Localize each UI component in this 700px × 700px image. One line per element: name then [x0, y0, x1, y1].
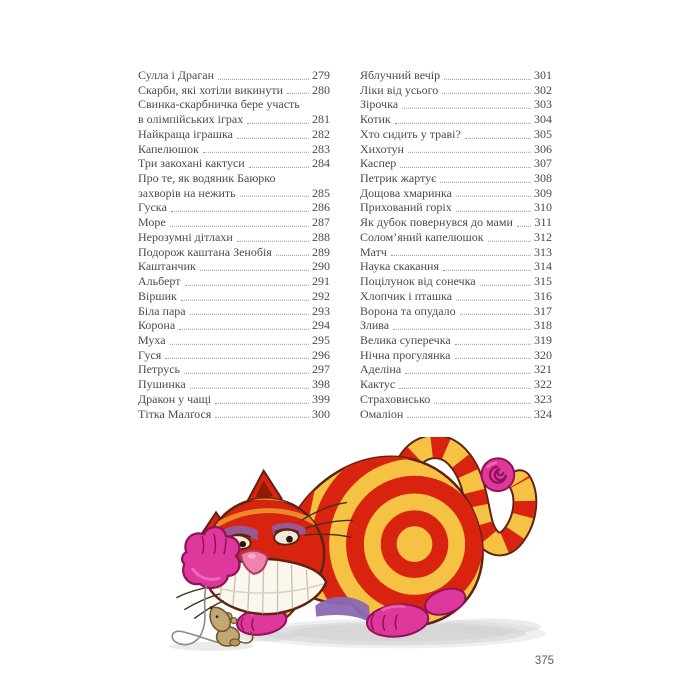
dot-leader	[465, 137, 531, 138]
toc-entry-title: Три закохані кактуси	[138, 156, 245, 171]
toc-entry-title: Хихотун	[360, 141, 404, 156]
toc-entry-title: Хто сидить у траві?	[360, 126, 461, 141]
toc-entry	[360, 333, 552, 348]
dot-leader	[395, 123, 531, 124]
toc-entry-page: 301	[534, 68, 552, 82]
dot-leader	[200, 270, 309, 271]
toc-entry	[138, 171, 330, 186]
toc-entry-page: 297	[312, 362, 330, 377]
toc-entry-page: 309	[534, 185, 552, 200]
dot-leader	[400, 167, 531, 168]
toc-entry	[138, 97, 330, 112]
toc-entry	[360, 377, 552, 392]
toc-column-left	[138, 68, 330, 421]
toc-entry-page: 286	[312, 200, 330, 215]
dot-leader	[165, 358, 309, 359]
toc-entry	[138, 142, 330, 157]
toc-entry-page: 322	[534, 377, 552, 392]
toc-entry-page: 283	[312, 141, 330, 156]
toc-entry-page: 317	[534, 303, 552, 318]
toc-entry-title: Дощова хмаринка	[360, 185, 452, 200]
toc-entry-page: 306	[534, 141, 552, 156]
dot-leader	[190, 314, 309, 315]
dot-leader	[247, 123, 309, 124]
toc-entry-page: 287	[312, 215, 330, 230]
dot-leader	[170, 226, 309, 227]
toc-entry	[360, 186, 552, 201]
tail-tip-ball	[481, 458, 514, 491]
toc-entry-title: Поцілунок від сонечка	[360, 274, 476, 289]
toc-entry	[360, 259, 552, 274]
dot-leader	[455, 343, 531, 344]
toc-entry-page: 293	[312, 303, 330, 318]
toc-entry-page: 323	[534, 391, 552, 406]
toc-column-right	[360, 68, 552, 421]
toc-entry-page: 313	[534, 244, 552, 259]
toc-entry	[360, 97, 552, 112]
toc-entry	[360, 289, 552, 304]
toc-entry-title: Як дубок повернувся до мами	[360, 215, 513, 230]
dot-leader	[249, 167, 309, 168]
toc-entry	[138, 333, 330, 348]
dot-leader	[171, 211, 309, 212]
toc-entry	[138, 289, 330, 304]
toc-entry-title: Котик	[360, 112, 391, 127]
toc-entry-page: 295	[312, 332, 330, 347]
dot-leader	[218, 79, 309, 80]
dot-leader	[442, 93, 531, 94]
toc-entry	[360, 304, 552, 319]
toc-entry	[138, 407, 330, 422]
toc-entry-title: Нічна прогулянка	[360, 347, 451, 362]
toc-entry-page: 290	[312, 259, 330, 274]
toc-entry-title: Про те, як водяник Баюрко	[138, 171, 276, 186]
dot-leader	[444, 79, 531, 80]
toc-entry	[138, 200, 330, 215]
cat-illustration	[155, 437, 545, 695]
toc-entry-title: Пушинка	[138, 377, 186, 392]
toc-entry	[138, 68, 330, 83]
toc-entry	[360, 230, 552, 245]
toc-entry-title: Гуся	[138, 347, 162, 362]
toc-entry	[360, 215, 552, 230]
toc-entry-page: 292	[312, 288, 330, 303]
toc-entry	[360, 407, 552, 422]
toc-entry	[138, 156, 330, 171]
dot-leader	[488, 240, 531, 241]
toc-entry-title: Ворона та опудало	[360, 303, 456, 318]
toc-entry-page: 318	[534, 318, 552, 333]
toc-entry	[138, 304, 330, 319]
toc-entry-page: 399	[312, 391, 330, 406]
table-of-contents	[138, 68, 552, 421]
toc-entry-title: Ліки від усього	[360, 82, 439, 97]
toc-entry-title: Аделіна	[360, 362, 402, 377]
toc-entry	[138, 230, 330, 245]
dot-leader	[402, 108, 531, 109]
toc-entry	[360, 245, 552, 260]
toc-entry-page: 279	[312, 68, 330, 82]
toc-entry-title: Найкраща іграшка	[138, 126, 233, 141]
toc-entry	[138, 112, 330, 127]
dot-leader	[276, 255, 309, 256]
toc-entry	[138, 259, 330, 274]
toc-entry-page: 282	[312, 126, 330, 141]
toc-entry-title: Біла пара	[138, 303, 186, 318]
toc-entry-page: 314	[534, 259, 552, 274]
dot-leader	[399, 388, 531, 389]
toc-entry-title: Нерозумні дітлахи	[138, 229, 233, 244]
toc-entry-page: 305	[534, 126, 552, 141]
toc-entry	[138, 362, 330, 377]
toc-entry	[360, 112, 552, 127]
toc-entry	[360, 318, 552, 333]
toc-entry-page: 288	[312, 229, 330, 244]
dot-leader	[184, 373, 309, 374]
toc-entry-page: 310	[534, 200, 552, 215]
toc-entry-title: захворів на нежить	[138, 185, 236, 200]
toc-entry-page: 308	[534, 171, 552, 186]
dot-leader	[456, 299, 531, 300]
toc-entry-page: 321	[534, 362, 552, 377]
toc-entry-page: 291	[312, 274, 330, 289]
toc-entry	[360, 392, 552, 407]
dot-leader	[181, 299, 309, 300]
toc-entry	[138, 83, 330, 98]
dot-leader	[170, 343, 309, 344]
toc-entry-title: Омаліон	[360, 406, 404, 421]
toc-entry	[360, 348, 552, 363]
toc-entry	[360, 156, 552, 171]
toc-entry	[138, 245, 330, 260]
dot-leader	[456, 196, 531, 197]
toc-entry	[138, 127, 330, 142]
dot-leader	[203, 152, 309, 153]
toc-entry-page: 300	[312, 406, 330, 421]
toc-entry-page: 316	[534, 288, 552, 303]
dot-leader	[455, 358, 531, 359]
toc-entry-title: Прихований горіх	[360, 200, 452, 215]
dot-leader	[407, 417, 531, 418]
toc-entry-title: Корона	[138, 318, 176, 333]
toc-entry	[360, 83, 552, 98]
dot-leader	[237, 137, 309, 138]
toc-entry-title: Скарби, які хотіли викинути	[138, 82, 283, 97]
toc-entry-title: Каспер	[360, 156, 397, 171]
toc-entry	[360, 200, 552, 215]
dot-leader	[434, 402, 531, 403]
toc-entry-title: в олімпійських іграх	[138, 112, 244, 127]
toc-entry	[360, 274, 552, 289]
page-number: 375	[534, 655, 554, 667]
dot-leader	[215, 417, 309, 418]
toc-entry	[138, 348, 330, 363]
toc-entry	[360, 68, 552, 83]
toc-entry-page: 312	[534, 229, 552, 244]
toc-entry-title: Альберт	[138, 274, 181, 289]
toc-entry-title: Страховисько	[360, 391, 431, 406]
toc-entry-page: 289	[312, 244, 330, 259]
toc-entry-page: 284	[312, 156, 330, 171]
dot-leader	[185, 285, 310, 286]
dot-leader	[408, 152, 531, 153]
toc-entry-title: Злива	[360, 318, 390, 333]
toc-entry-page: 324	[534, 406, 552, 421]
toc-entry	[360, 171, 552, 186]
toc-entry-page: 296	[312, 347, 330, 362]
toc-entry-title: Подорож каштана Зенобія	[138, 244, 272, 259]
toc-entry-title: Гуска	[138, 200, 167, 215]
toc-entry-title: Муха	[138, 332, 166, 347]
toc-entry	[138, 377, 330, 392]
dot-leader	[287, 93, 309, 94]
toc-entry-page: 398	[312, 377, 330, 392]
toc-entry	[138, 392, 330, 407]
toc-entry-page: 294	[312, 318, 330, 333]
toc-entry-title: Сулла і Драган	[138, 68, 214, 82]
dot-leader	[443, 270, 531, 271]
dot-leader	[391, 255, 531, 256]
toc-entry	[138, 215, 330, 230]
dot-leader	[456, 211, 531, 212]
dot-leader	[179, 329, 309, 330]
toc-entry-title: Солом’яний капелюшок	[360, 229, 484, 244]
dot-leader	[237, 240, 309, 241]
toc-entry-title: Наука скакання	[360, 259, 439, 274]
dot-leader	[460, 314, 531, 315]
toc-entry-page: 311	[534, 215, 552, 230]
toc-entry-title: Велика суперечка	[360, 332, 451, 347]
toc-entry-page: 304	[534, 112, 552, 127]
toc-entry-title: Петрик жартує	[360, 171, 437, 186]
toc-entry-title: Тітка Малґося	[138, 406, 212, 421]
toc-entry-title: Капелюшок	[138, 141, 199, 156]
toc-entry-page: 281	[312, 112, 330, 127]
toc-entry-title: Віршик	[138, 288, 177, 303]
toc-entry-page: 303	[534, 97, 552, 112]
dot-leader	[440, 182, 531, 183]
toc-entry	[360, 142, 552, 157]
dot-leader	[240, 196, 309, 197]
toc-entry	[138, 318, 330, 333]
toc-entry-title: Яблучний вечір	[360, 68, 441, 82]
dot-leader	[405, 373, 531, 374]
dot-leader	[517, 226, 532, 227]
toc-entry-page: 319	[534, 332, 552, 347]
dot-leader	[190, 388, 309, 389]
toc-entry-title: Хлопчик і пташка	[360, 288, 453, 303]
toc-entry-title: Свинка-скарбничка бере участь	[138, 97, 300, 112]
dot-leader	[393, 329, 531, 330]
toc-entry	[138, 186, 330, 201]
toc-entry-title: Матч	[360, 244, 387, 259]
toc-entry-page: 315	[534, 274, 552, 289]
toc-entry-title: Петрусь	[138, 362, 181, 377]
toc-entry	[138, 274, 330, 289]
dot-leader	[480, 285, 531, 286]
toc-entry-title: Кактус	[360, 377, 396, 392]
toc-entry	[360, 127, 552, 142]
toc-entry-title: Дракон у чащі	[138, 391, 212, 406]
toc-entry-title: Зірочка	[360, 97, 399, 112]
toc-entry-page: 285	[312, 185, 330, 200]
toc-entry-page: 280	[312, 82, 330, 97]
toc-entry-page: 307	[534, 156, 552, 171]
toc-entry-title: Каштанчик	[138, 259, 196, 274]
toc-entry-title: Море	[138, 215, 166, 230]
dot-leader	[215, 402, 309, 403]
toc-entry-page: 320	[534, 347, 552, 362]
toc-entry-page: 302	[534, 82, 552, 97]
toc-entry	[360, 362, 552, 377]
